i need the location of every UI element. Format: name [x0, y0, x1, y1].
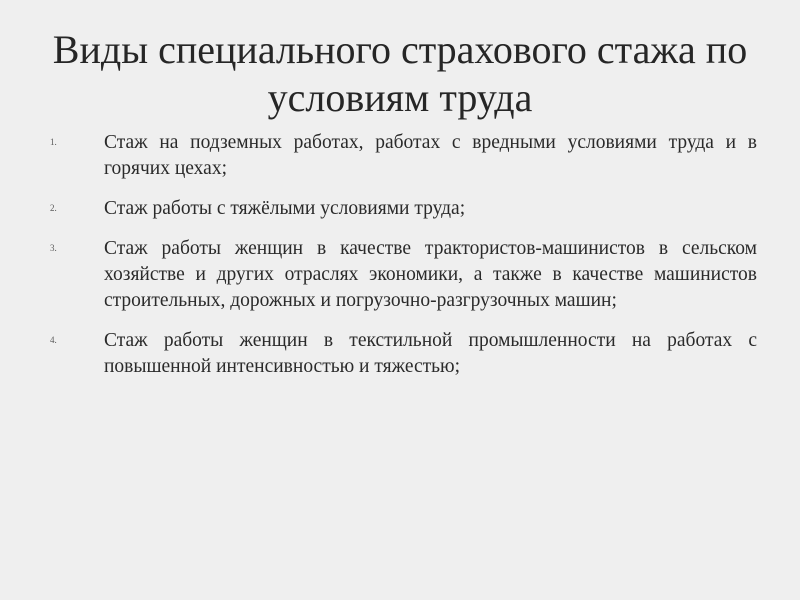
list-item-number: 4. [50, 335, 57, 345]
list-item-text: Стаж на подземных работах, работах с вредными условиями труда и в горячих цехах; [104, 132, 757, 179]
list-item-text: Стаж работы с тяжёлыми условиями труда; [104, 198, 466, 219]
list-item-text: Стаж работы женщин в текстильной промышленности на работах с повышенной интенсивностью и тяжестью; [104, 330, 757, 377]
list-item-1 [50, 130, 757, 182]
conditions-list [50, 130, 757, 394]
list-item-number: 2. [50, 203, 57, 213]
list-item-3 [50, 236, 757, 314]
list-item-text: Стаж работы женщин в качестве трактористов-машинистов в сельском хозяйстве и других отраслях экономики, а также в качестве машинистов строительных, дорожных и погрузочно-разгрузочных машин; [104, 238, 757, 311]
list-item-number: 1. [50, 137, 57, 147]
slide-title: Виды специального страхового стажа по условиям труда [52, 27, 748, 120]
list-item-4 [50, 328, 757, 380]
list-item-2 [50, 196, 757, 222]
list-item-number: 3. [50, 243, 57, 253]
